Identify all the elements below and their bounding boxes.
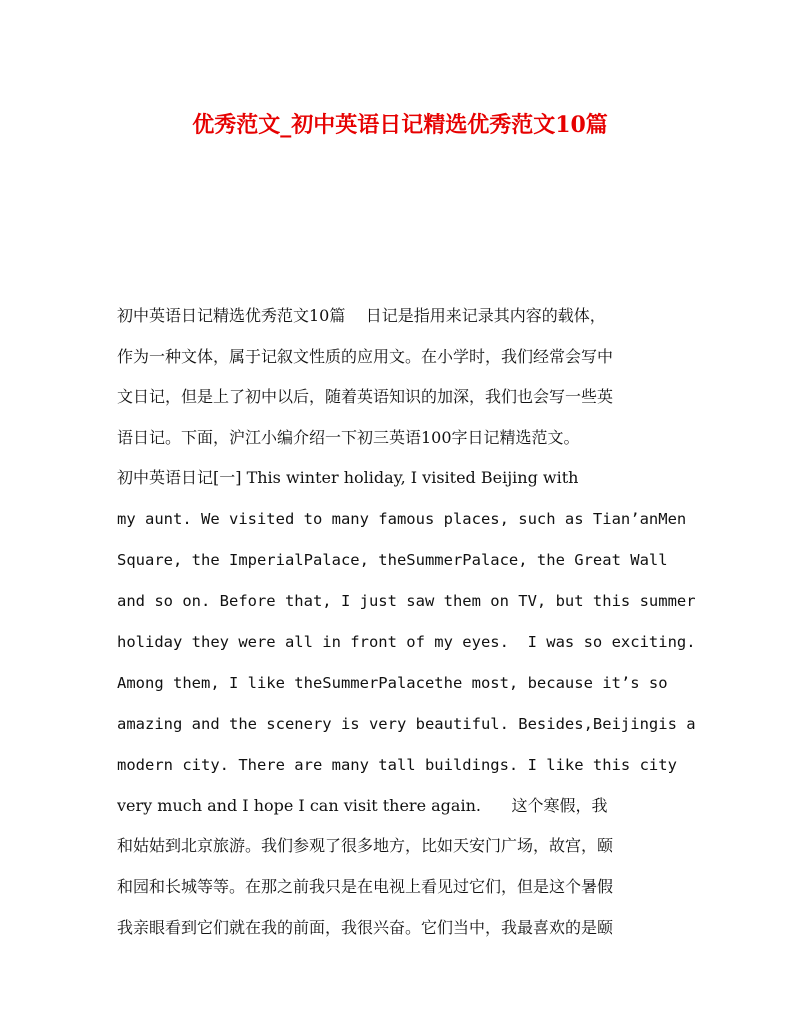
body-line: 初中英语日记精选优秀范文10篇 日记是指用来记录其内容的载体，: [117, 306, 606, 325]
body-line: and so on. Before that, I just saw them on TV, but this summer: [117, 592, 696, 610]
body-line: 我亲眼看到它们就在我的前面，我很兴奋。它们当中，我最喜欢的是颐: [117, 918, 614, 937]
body-line: 作为一种文体，属于记叙文性质的应用文。在小学时，我们经常会写中: [117, 347, 614, 366]
body-line: holiday they were all in front of my eyes. I was so exciting.: [117, 633, 696, 651]
body-line: 和姑姑到北京旅游。我们参观了很多地方，比如天安门广场，故宫，颐: [117, 836, 614, 855]
body-line: Square, the ImperialPalace, theSummerPalace, the Great Wall: [117, 551, 668, 569]
body-line: 和园和长城等等。在那之前我只是在电视上看见过它们，但是这个暑假: [117, 877, 614, 896]
document-title: 优秀范文_初中英语日记精选优秀范文10篇: [192, 112, 608, 138]
body-line: amazing and the scenery is very beautiful. Besides,Beijingis a: [117, 715, 696, 733]
body-line: 初中英语日记[一] This winter holiday, I visited Beijing with: [117, 468, 579, 487]
body-line: modern city. There are many tall buildings. I like this city: [117, 756, 677, 774]
body-line: my aunt. We visited to many famous places, such as Tian’anMen: [117, 510, 687, 528]
body-line: 语日记。下面，沪江小编介绍一下初三英语100字日记精选范文。: [117, 428, 580, 447]
body-line: Among them, I like theSummerPalacethe most, because it’s so: [117, 674, 668, 692]
body-line: very much and I hope I can visit there again. 这个寒假，我: [117, 796, 608, 815]
body-line: 文日记，但是上了初中以后，随着英语知识的加深，我们也会写一些英: [117, 387, 614, 406]
